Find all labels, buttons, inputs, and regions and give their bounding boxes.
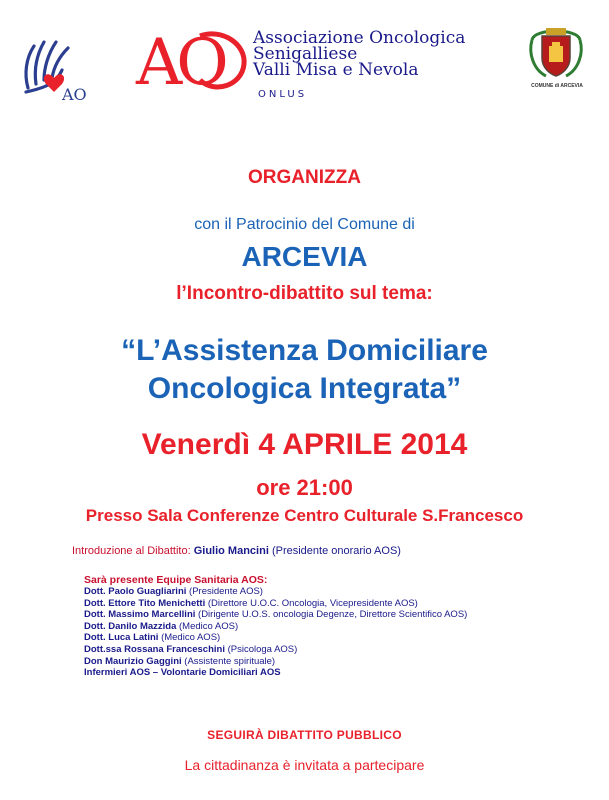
team-member-name: Dott. Luca Latini: [84, 632, 159, 644]
patrocinio-line: con il Patrocinio del Comune di: [194, 216, 415, 233]
team-member-name: Dott. Massimo Marcellini: [84, 609, 196, 621]
event-title-line-2: Oncologica Integrata”: [147, 372, 462, 405]
organizza-heading: ORGANIZZA: [248, 167, 361, 188]
team-member-role: (Psicologa AOS): [227, 643, 298, 655]
team-member: [84, 598, 599, 610]
team-member-role: (Assistente spirituale): [184, 655, 276, 667]
org-name-line-2: Senigalliese: [253, 44, 358, 64]
team-member-role: (Dirigente U.O.S. oncologia Degenze, Direttore Scientifico AOS): [198, 609, 468, 621]
org-onlus: ONLUS: [258, 89, 308, 100]
org-name-line-3: Valli Misa e Nevola: [253, 60, 419, 80]
team-member: [84, 656, 599, 668]
event-venue: Presso Sala Conferenze Centro Culturale S.Francesco: [85, 506, 524, 525]
invitation-line: La cittadinanza è invitata a partecipare: [184, 757, 425, 773]
town-name: ARCEVIA: [241, 241, 368, 272]
event-date: Venerdì 4 APRILE 2014: [141, 428, 468, 461]
team-list: [84, 586, 599, 679]
team-member: [84, 621, 599, 633]
hands-logo-text: AO: [62, 85, 87, 104]
team-member: [84, 644, 599, 656]
team-member-name: Infermieri AOS – Volontarie Domiciliari AOS: [84, 667, 281, 679]
team-member-role: (Medico AOS): [179, 620, 239, 632]
hands-logo: [14, 30, 104, 105]
team-member-role: (Presidente AOS): [189, 586, 263, 597]
team-member: [84, 586, 599, 598]
arcevia-crest-icon: [524, 24, 588, 80]
team-header: Sarà presente Equipe Sanitaria AOS:: [84, 574, 268, 586]
event-time: ore 21:00: [256, 475, 353, 500]
intro-line: [72, 545, 401, 557]
event-title-line-1: “L’Assistenza Domiciliare: [121, 334, 488, 367]
public-debate-note: SEGUIRÀ DIBATTITO PUBBLICO: [207, 728, 402, 742]
team-member-name: Dott.ssa Rossana Franceschini: [84, 643, 225, 655]
team-member-name: Dott. Danilo Mazzida: [84, 620, 177, 632]
crest-caption: COMUNE di ARCEVIA: [531, 83, 583, 89]
team-member: [84, 667, 599, 679]
aos-mark-text: AO: [136, 26, 223, 96]
team-member-name: Dott. Paolo Guagliarini: [84, 586, 187, 597]
team-member-role: (Direttore U.O.C. Oncologia, Vicepresidente AOS): [207, 597, 418, 609]
team-member-role: (Medico AOS): [161, 632, 221, 644]
intro-label: Introduzione al Dibattito:: [72, 545, 191, 557]
incontro-line: l’Incontro-dibattito sul tema:: [176, 283, 433, 304]
org-name-line-1: Associazione Oncologica: [253, 28, 466, 48]
team-member: [84, 609, 599, 621]
team-member-name: Dott. Ettore Tito Menichetti: [84, 597, 206, 609]
intro-role: (Presidente onorario AOS): [271, 545, 401, 557]
intro-name: Giulio Mancini: [193, 545, 269, 557]
team-member: [84, 632, 599, 644]
team-member-name: Don Maurizio Gaggini: [84, 655, 182, 667]
aos-logo-mark: [134, 24, 252, 96]
